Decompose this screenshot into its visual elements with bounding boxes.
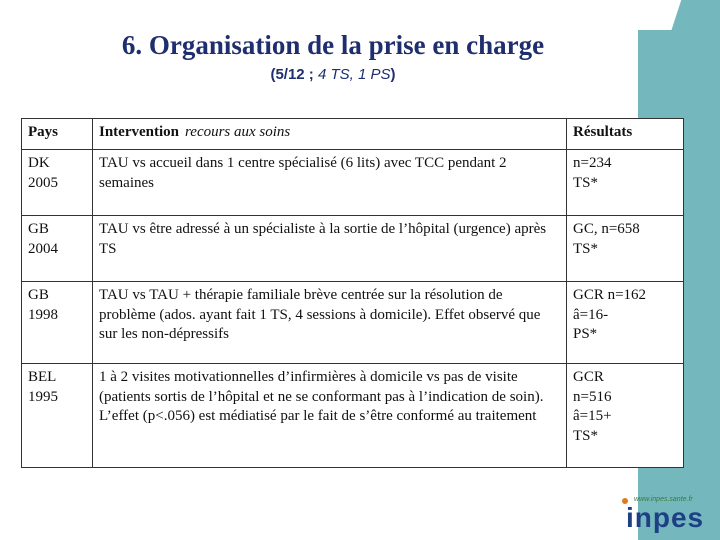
cell-resultats: [567, 364, 684, 468]
pays-code: GB: [28, 287, 49, 303]
cell-intervention: TAU vs TAU + thérapie familiale brève centrée sur la résolution de problème (ados. ayant fait 1 TS, 4 sessions à domicile). Effet observé que sur les non-dépressifs: [93, 282, 567, 364]
resultat-line: GCR n=162: [573, 287, 647, 303]
subtitle-italic: 4 TS, 1 PS: [317, 66, 391, 83]
pays-year: 2004: [28, 240, 58, 257]
cell-resultats: [567, 216, 684, 282]
table-row: [22, 150, 684, 216]
cell-pays: [22, 150, 93, 216]
pays-code: DK: [28, 155, 50, 171]
header-intervention: [93, 119, 567, 150]
slide-subtitle: [0, 66, 666, 83]
resultat-line: â=16-: [573, 306, 609, 323]
studies-table: [21, 118, 684, 468]
table-row: [22, 364, 684, 468]
header-intervention-label: Intervention: [99, 124, 179, 140]
pays-year: 2005: [28, 174, 58, 191]
resultat-line: TS*: [573, 427, 599, 444]
subtitle-open: (5/12 ;: [270, 66, 318, 83]
header-intervention-sub: recours aux soins: [185, 124, 291, 140]
resultat-line: TS*: [573, 240, 599, 257]
resultat-line: TS*: [573, 174, 599, 191]
resultat-line: GCR: [573, 369, 604, 385]
header-pays: Pays: [22, 119, 93, 150]
resultat-line: â=15+: [573, 408, 612, 424]
pays-code: BEL: [28, 369, 57, 385]
inpes-logo: [622, 496, 712, 536]
cell-intervention: TAU vs accueil dans 1 centre spécialisé (6 lits) avec TCC pendant 2 semaines: [93, 150, 567, 216]
pays-code: GB: [28, 221, 49, 237]
header-resultats: Résultats: [567, 119, 684, 150]
cell-intervention: TAU vs être adressé à un spécialiste à la sortie de l’hôpital (urgence) après TS: [93, 216, 567, 282]
resultat-line: PS*: [573, 326, 598, 342]
cell-pays: [22, 364, 93, 468]
resultat-line: n=234: [573, 155, 612, 171]
logo-url: www.inpes.sante.fr: [634, 496, 693, 503]
table-row: [22, 216, 684, 282]
cell-pays: [22, 216, 93, 282]
resultat-line: GC, n=658: [573, 221, 640, 237]
cell-resultats: [567, 150, 684, 216]
cell-intervention: 1 à 2 visites motivationnelles d’infirmières à domicile vs pas de visite (patients sortis de l’hôpital et ne se conformant pas à l’indication de soin). L’effet (p<.056) est médiatisé par le fait de s’être conformé au traitement: [93, 364, 567, 468]
pays-year: 1998: [28, 306, 58, 323]
subtitle-close: ): [390, 66, 396, 83]
cell-resultats: [567, 282, 684, 364]
band-corner-cut: [612, 0, 685, 30]
table-row: [22, 282, 684, 364]
resultat-line: n=516: [573, 388, 612, 405]
pays-year: 1995: [28, 388, 58, 405]
cell-pays: [22, 282, 93, 364]
table-header-row: [22, 119, 684, 150]
slide-title: 6. Organisation de la prise en charge: [121, 30, 545, 60]
logo-wordmark: inpes: [626, 502, 705, 533]
